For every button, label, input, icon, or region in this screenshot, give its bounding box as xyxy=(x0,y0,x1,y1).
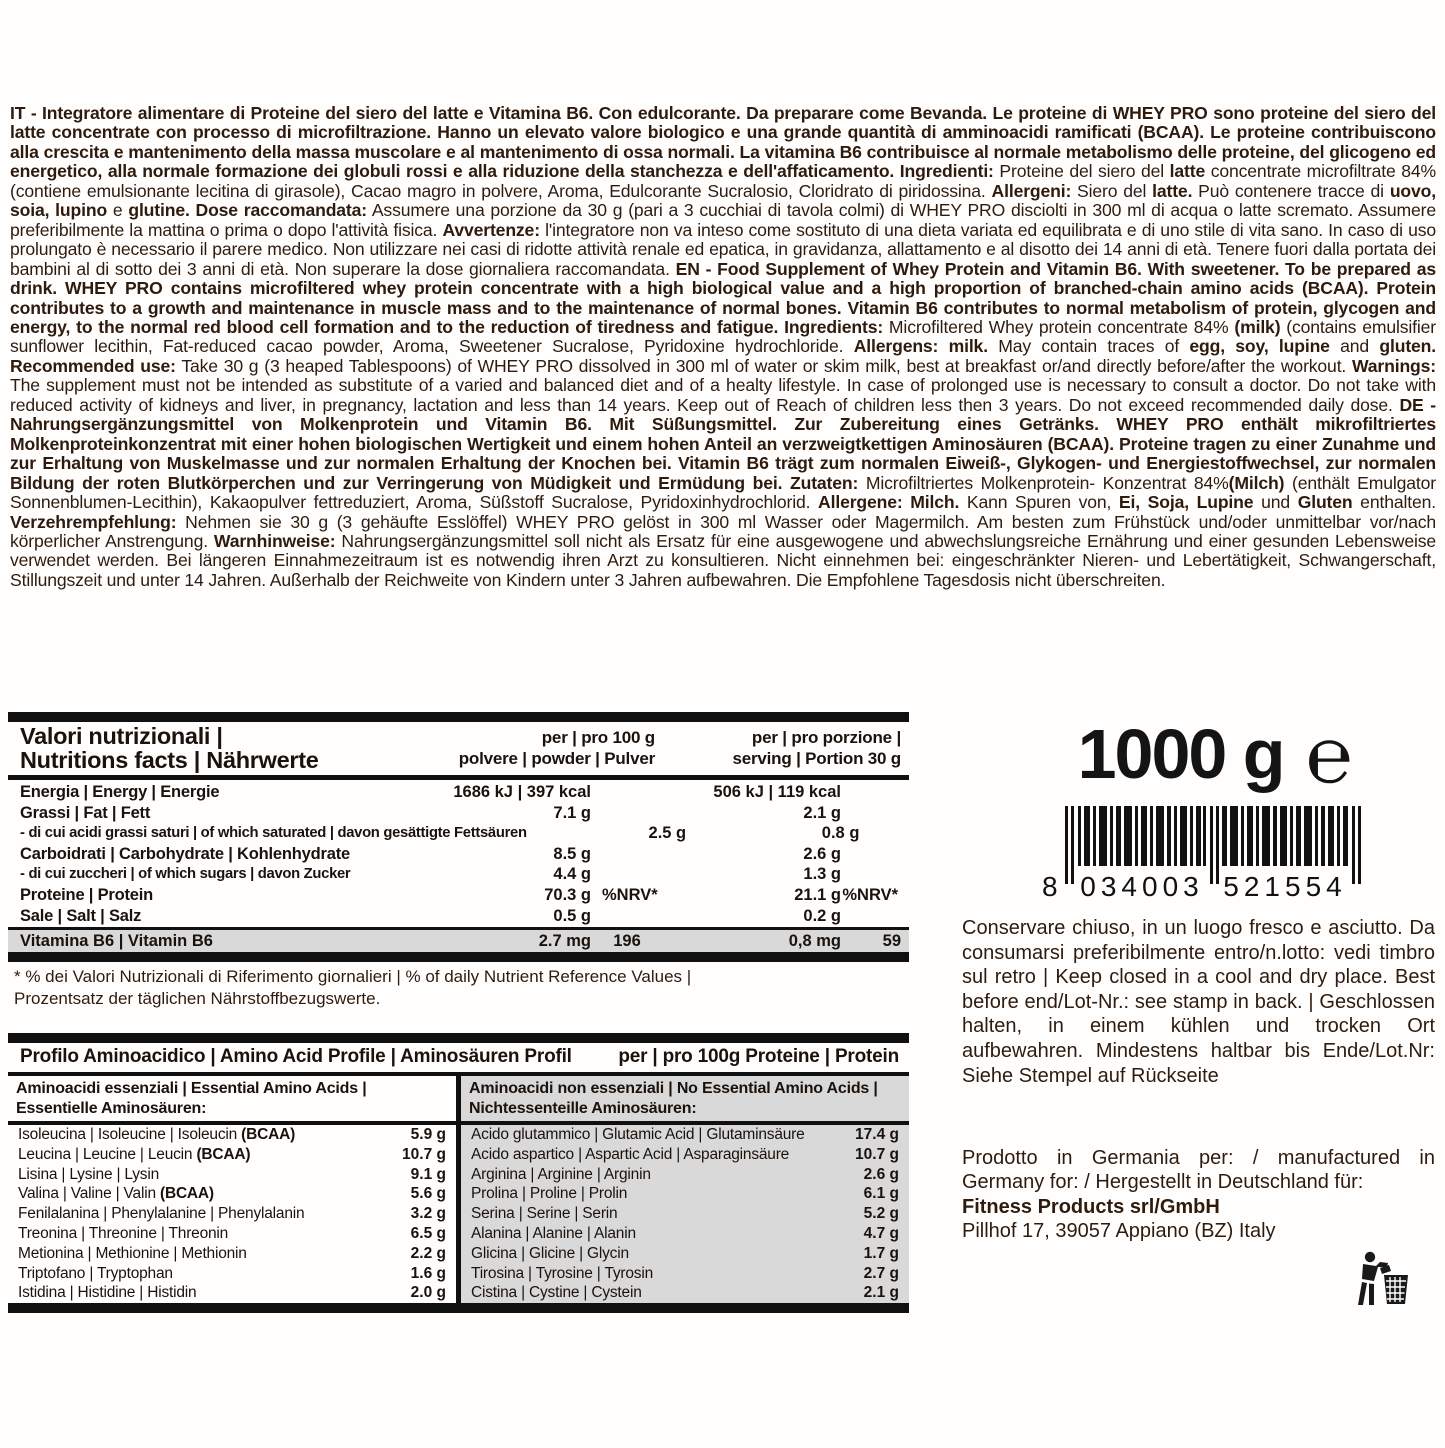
tidyman-icon xyxy=(1350,1250,1412,1317)
amino-row: Alanina | Alanine | Alanin 4.7 g xyxy=(471,1224,899,1242)
table-row: - di cui zuccheri | of which sugars | davon Zucker 4.4 g 1.3 g xyxy=(20,865,841,884)
nutrition-footnote: * % dei Valori Nutrizionali di Riferimento giornalieri | % of daily Nutrient Reference Values | Prozentsatz der täglichen Nährstoffbezugswerte. xyxy=(14,967,692,1008)
nutrition-header xyxy=(8,722,909,780)
nutrition-title: Valori nutrizionali | Nutritions facts | Nährwerte xyxy=(20,723,319,773)
amino-acid-table xyxy=(8,1033,909,1313)
table-top-bar xyxy=(8,712,909,722)
non-essential-column-header: Aminoacidi non essenziali | No Essential Amino Acids | Nichtessenteille Aminosäuren: xyxy=(461,1076,909,1125)
essential-amino-column xyxy=(8,1076,456,1303)
intro-paragraph: IT - Integratore alimentare di Proteine del siero del latte e Vitamina B6. Con edulcorante. Da preparare come Bevanda. Le proteine di WHEY PRO sono proteine del siero del latte concentrate con processo di microfiltrazione. Hanno un elevato valore biologico e una grande quantità di amminoacidi ramificati (BCAA). Le proteine contribuiscono alla crescita e mantenimento della massa muscolare e al mantenimento di ossa normali. La vitamina B6 contribuisce al normale metabolismo delle proteine, del glicogeno ed energetico, alla normale formazione dei globuli rossi e alla riduzione della stanchezza e dell'affaticamento. Ingredienti: Proteine del siero del latte concentrate microfiltrate 84%(contiene emulsionante lecitina di girasole), Cacao magro in polvere, Aroma, Edulcorante Sucralosio, Cloridrato di piridossina. Allergeni: Siero del latte. Può contenere tracce di uovo, soia, lupino e glutine. Dose raccomandata: Assumere una porzione da 30 g (pari a 3 cucchiai di tavola colmi) di WHEY PRO disciolti in 300 ml di acqua o latte scremato. Assumere preferibilmente la mattina o prima o dopo l'attività fisica. Avvertenze: l'integratore non va inteso come sostituto di una dieta variata ed equilibrata e di uno stile di vita sano. In caso di uso prolungato è necessario il parere medico. Non utilizzare nei casi di ridotte attività renale ed epatica, in gravidanza, allattamento e al disotto dei 14 anni di età. Tenere fuori dalla portata dei bambini al di sotto dei 3 anni di età. Non superare la dose giornaliera raccomandata. EN - Food Supplement of Whey Protein and Vitamin B6. With sweetener. To be prepared as drink. WHEY PRO contains microfiltered whey protein concentrate with a high biological value and a high proportion of branched-chain amino acids (BCAA). Protein contributes to a growth and maintenance in muscle mass and to the maintenance of normal bones. Vitamin B6 contributes to normal metabolism of protein, glycogen and energy, to the normal red blood cell formation and to the reduction of tiredness and fatigue. Ingredients: Microfiltered Whey protein concentrate 84% (milk) (contains emulsifier sunflower lecithin, Fat-reduced cacao powder, Aroma, Sweetener Sucralose, Pyridoxine hydrochloride. Allergens: milk. May contain traces of egg, soy, lupine and gluten. Recommended use: Take 30 g (3 heaped Tablespoons) of WHEY PRO dissolved in 300 ml of water or skim milk, best at breakfast or/and directly before/after the workout. Warnings: The supplement must not be intended as substitute of a varied and balanced diet and of a healty lifestyle. In case of prolonged use is necessary to consult a doctor. Do not take with reduced activity of kidneys and liver, in pregnancy, lactation and less than 14 years. Keep out of Reach of children less then 3 years. Do not exceed recommended daily dose. DE - Nahrungsergänzungsmittel von Molkenprotein und Vitamin B6. Mit Süßungsmittel. Zur Zubereitung eines Getränks. WHEY PRO enthält mikrofiltriertes Molkenproteinkonzentrat mit einer hohen biologischen Wertigkeit und einem hohen Anteil an verzweigtkettigen Aminosäuren (BCAA). Proteine tragen zu einer Zunahme und zur Erhaltung von Muskelmasse und zur normalen Erhaltung der Knochen bei. Vitamin B6 trägt zum normalen Eiweiß-, Glykogen- und Energiestoffwechsel, zur normalen Bildung der roten Blutkörperchen und zur Verringerung von Müdigkeit und Ermüdung bei. Zutaten: Microfiltriertes Molkenprotein- Konzentrat 84%(Milch) (enthält Emulgator Sonnenblumen-Lecithin), Kakaopulver fettreduziert, Aroma, Süßstoff Sucralose, Pyridoxinhydrochlorid. Allergene: Milch. Kann Spuren von, Ei, Soja, Lupine und Gluten enthalten. Verzehrempfehlung: Nehmen sie 30 g (3 gehäufte Esslöffel) WHEY PRO gelöst in 300 ml Wasser oder Magermilch. Am besten zum Frühstück und/oder unmittelbar vor/nach körperlicher Anstrengung. Warnhinweise: Nahrungsergänzungsmittel soll nicht als Ersatz für eine ausgewogene und abwechslungsreiche Ernährung und einer gesunden Lebensweise verwendet werden. Bei längeren Einnahmezeitraum ist es notwendig ihren Arzt zu konsultieren. Nicht einnehmen bei: eingeschränkter Nieren- und Lebertätigkeit, Schwangerschaft, Stillungszeit und unter 14 Jahren. Außerhalb der Reichweite von Kindern unter 3 Jahren aufbewahren. Die Empfohlene Tagesdosis nicht überschreiten. xyxy=(10,103,1437,590)
amino-row: Arginina | Arginine | Arginin 2.6 g xyxy=(471,1165,899,1183)
amino-title: Profilo Aminoacidico | Amino Acid Profile | Aminosäuren Profil per | pro 100g Proteine | Protein xyxy=(8,1043,909,1076)
barcode-digit-1: 8 xyxy=(1042,871,1058,902)
table-top-bar xyxy=(8,1033,909,1043)
nutrition-rows xyxy=(8,780,909,927)
table-row: Grassi | Fat | Fett 7.1 g 2.1 g xyxy=(20,803,841,822)
per-serving-header: per | pro porzione | serving | Portion 30 g xyxy=(732,728,901,768)
amino-row: Acido glutammico | Glutamic Acid | Glutaminsäure 17.4 g xyxy=(471,1126,899,1143)
amino-row: Isoleucina | Isoleucine | Isoleucin (BCAA) 5.9 g xyxy=(18,1126,446,1143)
nutrition-table xyxy=(8,712,909,962)
table-row: Proteine | Protein 70.3 g 21.1 g xyxy=(20,885,841,904)
manufacturer-info: Prodotto in Germania per: / manufactured in Germany for: / Hergestellt in Deutschland für: Fitness Products srl/GmbH Pillhof 17, 39057 Appiano (BZ) Italy xyxy=(962,1147,1435,1243)
amino-row: Leucina | Leucine | Leucin (BCAA) 10.7 g xyxy=(18,1145,446,1163)
amino-row: Tirosina | Tyrosine | Tyrosin 2.7 g xyxy=(471,1264,899,1282)
vitamin-b6-row: Vitamina B6 | Vitamin B6 2.7 mg 196 0,8 mg 59 xyxy=(8,927,909,952)
table-bottom-bar xyxy=(8,952,909,962)
manufacturer-name: Fitness Products srl/GmbH xyxy=(962,1195,1220,1218)
manufacturer-address: Pillhof 17, 39057 Appiano (BZ) Italy xyxy=(962,1220,1276,1243)
per-100g-header: per | pro 100 g polvere | powder | Pulver xyxy=(458,728,655,768)
amino-row: Cistina | Cystine | Cystein 2.1 g xyxy=(471,1284,899,1302)
barcode-bars xyxy=(1040,806,1365,902)
amino-row: Fenilalanina | Phenylalanine | Phenylalanin 3.2 g xyxy=(18,1205,446,1223)
amino-row: Istidina | Histidine | Histidin 2.0 g xyxy=(18,1284,446,1302)
net-weight: 1000 g ℮ xyxy=(1077,711,1353,799)
barcode-digits-right: 521554 xyxy=(1223,871,1347,902)
amino-row: Triptofano | Tryptophan 1.6 g xyxy=(18,1264,446,1282)
table-bottom-bar xyxy=(8,1303,909,1313)
table-row: Sale | Salt | Salz 0.5 g 0.2 g xyxy=(20,906,841,925)
nrv-label: %NRV* xyxy=(842,886,898,904)
table-row: - di cui acidi grassi saturi | of which saturated | davon gesättigte Fettsäuren 2.5 g 0.8 g xyxy=(20,824,860,843)
amino-row: Metionina | Methionine | Methionin 2.2 g xyxy=(18,1244,446,1262)
estimated-sign: ℮ xyxy=(1305,711,1353,799)
barcode xyxy=(1040,806,1365,902)
amino-row: Glicina | Glicine | Glycin 1.7 g xyxy=(471,1244,899,1262)
nrv-label: %NRV* xyxy=(602,886,658,904)
essential-column-header: Aminoacidi essenziali | Essential Amino Acids | Essentielle Aminosäuren: xyxy=(8,1076,456,1125)
amino-row: Serina | Serine | Serin 5.2 g xyxy=(471,1205,899,1223)
amino-row: Valina | Valine | Valin (BCAA) 5.6 g xyxy=(18,1185,446,1203)
table-row: Energia | Energy | Energie 1686 kJ | 397 kcal 506 kJ | 119 kcal xyxy=(20,783,841,801)
barcode-digits-left: 034003 xyxy=(1080,871,1204,902)
non-essential-amino-column xyxy=(456,1076,909,1303)
amino-row: Acido aspartico | Aspartic Acid | Asparaginsäure 10.7 g xyxy=(471,1145,899,1163)
table-row: Carboidrati | Carbohydrate | Kohlenhydrate 8.5 g 2.6 g xyxy=(20,844,841,863)
amino-row: Prolina | Proline | Prolin 6.1 g xyxy=(471,1185,899,1203)
storage-instructions: Conservare chiuso, in un luogo fresco e asciutto. Da consumarsi preferibilmente entro/n.lotto: vedi timbro sul retro | Keep closed in a cool and dry place. Best before end/Lot-Nr.: see stamp in back. | Geschlossen halten, in einem kühlen und trocken Ort aufbewahren. Mindestens haltbar bis Ende/Lot.Nr: Siehe Stempel auf Rückseite xyxy=(962,917,1435,1087)
amino-row: Treonina | Threonine | Threonin 6.5 g xyxy=(18,1224,446,1242)
amino-row: Lisina | Lysine | Lysin 9.1 g xyxy=(18,1165,446,1183)
